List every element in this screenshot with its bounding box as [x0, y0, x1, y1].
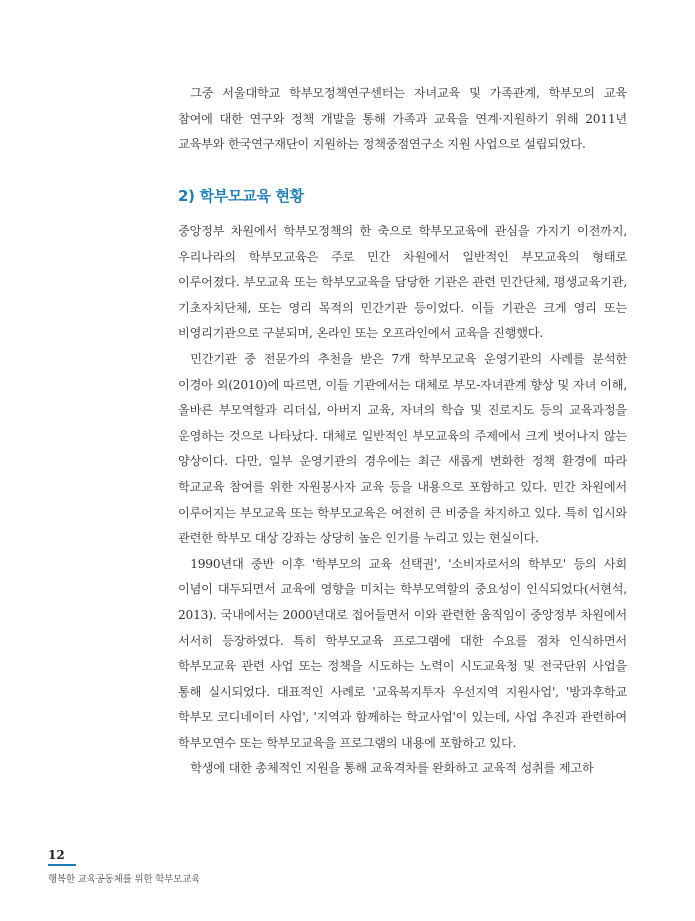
- body-paragraph-2: 민간기관 중 전문가의 추천을 받은 7개 학부모교육 운영기관의 사례를 분석한 이경아 외(2010)에 따르면, 이들 기관에서는 대체로 부모-자녀관계 향상 및 자녀 이해, 올바른 부모역할과 리더십, 아버지 교육, 자녀의 학습 및 진로지도 등의 교육과정을 운영하는 것으로 나타났다. 대체로 일반적인 부모교육의 주제에서 크게 벗어나지 않는 양상이다. 다만, 일부 운영기관의 경우에는 최근 새롭게 변화한 정책 환경에 따라 학교교육 참여를 위한 자원봉사자 교육 등을 내용으로 포함하고 있다. 민간 차원에서 이루어지는 부모교육 또는 학부모교육은 여전히 큰 비중을 차지하고 있다. 특히 입시와 관련한 학부모 대상 강좌는 상당히 높은 인기를 누리고 있는 현실이다.: [178, 351, 627, 546]
- body-paragraph-1: 중앙정부 차원에서 학부모정책의 한 축으로 학부모교육에 관심을 가지기 이전까지, 우리나라의 학부모교육은 주로 민간 차원에서 일반적인 부모교육의 형태로 이루어졌다. 부모교육 또는 학부모교육을 담당한 기관은 관련 민간단체, 평생교육기관, 기초자치단체, 또는 영리 목적의 민간기관 등이었다. 이들 기관은 크게 영리 또는 비영리기관으로 구분되며, 온라인 또는 오프라인에서 교육을 진행했다.: [178, 224, 627, 341]
- page-number: 12: [48, 848, 65, 862]
- body-paragraph-3: 1990년대 중반 이후 '학부모의 교육 선택권', '소비자로서의 학부모' 등의 사회 이념이 대두되면서 교육에 영향을 미치는 학부모역할의 중요성이 인식되었다(서현석, 2013). 국내에서는 2000년대로 접어들면서 이와 관련한 움직임이 중앙정부 차원에서 서서히 등장하였다. 특히 학부모교육 프로그램에 대한 수요를 점차 인식하면서 학부모교육 관련 사업 또는 정책을 시도하는 노력이 시도교육청 및 전국단위 사업을 통해 실시되었다. 대표적인 사례로 '교육복지투자 우선지역 지원사업', '방과후학교 학부모 코디네이터 사업', '지역과 함께하는 학교사업'이 있는데, 사업 추진과 관련하여 학부모연수 또는 학부모교육을 프로그램의 내용에 포함하고 있다.: [178, 556, 627, 750]
- body-paragraph-4: 학생에 대한 총체적인 지원을 통해 교육격차를 완화하고 교육적 성취를 제고하: [190, 761, 594, 776]
- intro-paragraph: 그중 서울대학교 학부모정책연구센터는 자녀교육 및 가족관계, 학부모의 교육 참여에 대한 연구와 정책 개발을 통해 가족과 교육을 연계·지원하기 위해 2011년 교육부와 한국연구재단이 지원하는 정책중점연구소 지원 사업으로 설립되었다.: [178, 86, 627, 152]
- footer-book-title: 행복한 교육공동체를 위한 학부모교육: [48, 874, 201, 885]
- footer-divider: [48, 864, 76, 866]
- intro-block: [178, 81, 627, 158]
- main-body: [178, 219, 627, 782]
- section-heading: 2) 학부모교육 현황: [178, 187, 304, 205]
